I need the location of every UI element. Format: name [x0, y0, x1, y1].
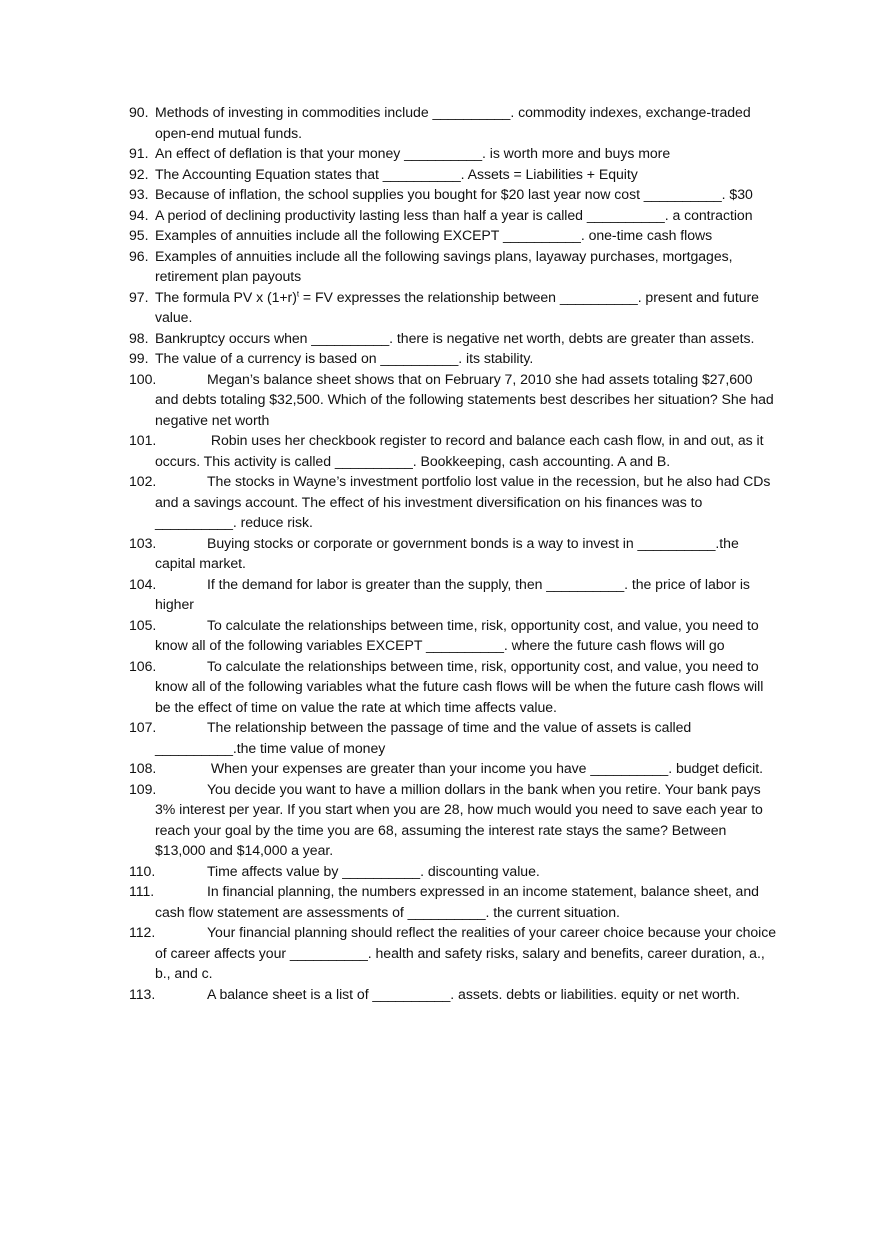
item-text: Megan’s balance sheet shows that on February 7, 2010 she had assets totaling $27,600 and debts totaling $32,500. Which of the following statements best describes her situation? She had negative net worth [155, 370, 774, 428]
item-text: In financial planning, the numbers expressed in an income statement, balance sheet, and cash flow statement are assessments of __________. the current situation. [155, 883, 759, 920]
item-text: Because of inflation, the school supplies you bought for $20 last year now cost __________. $30 [155, 186, 753, 202]
item-text: The relationship between the passage of time and the value of assets is called __________.the time value of money [155, 719, 692, 756]
list-item [129, 430, 779, 471]
item-text: Your financial planning should reflect the realities of your career choice because your choice of career affects your __________. health and safety risks, salary and benefits, career duration, a., b., and c. [155, 924, 777, 981]
list-item [129, 246, 779, 287]
item-text: The Accounting Equation states that __________. Assets = Liabilities + Equity [155, 165, 638, 182]
item-number: 110. [129, 862, 156, 879]
item-number: 113. [129, 985, 156, 1002]
item-number: 109. [129, 780, 157, 797]
item-text: To calculate the relationships between time, risk, opportunity cost, and value, you need to know all of the following variables EXCEPT __________. where the future cash flows will go [155, 616, 759, 653]
item-text: If the demand for labor is greater than the supply, then __________. the price of labor is higher [155, 575, 750, 612]
list-item [129, 758, 779, 779]
list-item [129, 184, 779, 205]
item-number: 111. [129, 883, 155, 899]
item-number: 95. [129, 227, 149, 243]
item-number: 101. [129, 432, 157, 448]
list-item [129, 574, 779, 615]
item-text: Robin uses her checkbook register to record and balance each cash flow, in and out, as it occurs. This activity is called __________. Bookkeeping, cash accounting. A and B. [155, 432, 764, 469]
item-number: 105. [129, 616, 157, 633]
list-item [129, 922, 779, 984]
list-item [129, 881, 779, 922]
item-number: 112. [129, 924, 156, 940]
item-number: 102. [129, 473, 157, 489]
list-item [129, 102, 779, 143]
item-number: 91. [129, 145, 149, 161]
item-text: You decide you want to have a million dollars in the bank when you retire. Your bank pays 3% interest per year. If you start when you are 28, how much would you need to save each year to reach your goal by the time you are 68, assuming the interest rate stays the same? Between $13,000 and $14,000 a year. [155, 780, 763, 858]
question-list [129, 102, 779, 1004]
list-item [129, 205, 779, 226]
superscript-t: t [296, 288, 300, 298]
item-number: 96. [129, 247, 149, 264]
list-item [129, 348, 779, 369]
list-item [129, 656, 779, 718]
item-text: Bankruptcy occurs when __________. there is negative net worth, debts are greater than assets. [155, 329, 755, 346]
item-text: An effect of deflation is that your money __________. is worth more and buys more [155, 145, 671, 161]
item-number: 90. [129, 104, 149, 120]
item-number: 98. [129, 329, 149, 346]
item-text: The stocks in Wayne’s investment portfolio lost value in the recession, but he also had CDs and a savings account. The effect of his investment diversification on his finances was to __________. reduce risk. [155, 473, 771, 530]
item-text: Time affects value by __________. discounting value. [207, 862, 540, 879]
list-item [129, 143, 779, 164]
item-number: 93. [129, 186, 149, 202]
item-text: Examples of annuities include all the following savings plans, layaway purchases, mortgages, retirement plan payouts [155, 247, 733, 284]
item-text-part-a: The formula PV x (1+r) [155, 288, 297, 305]
list-item [129, 533, 779, 574]
item-number: 100. [129, 370, 157, 387]
item-text: Examples of annuities include all the following EXCEPT __________. one-time cash flows [155, 227, 713, 243]
list-item [129, 471, 779, 533]
item-text: A period of declining productivity lasting less than half a year is called __________. a contraction [155, 206, 753, 223]
list-item [129, 779, 779, 861]
item-number: 103. [129, 534, 157, 551]
list-item [129, 717, 779, 758]
item-number: 97. [129, 288, 149, 305]
item-number: 106. [129, 657, 157, 674]
list-item [129, 369, 779, 431]
item-number: 92. [129, 165, 149, 182]
item-number: 99. [129, 350, 149, 366]
item-number: 104. [129, 575, 157, 592]
item-text: Methods of investing in commodities include __________. commodity indexes, exchange-traded open-end mutual funds. [155, 104, 751, 141]
list-item [129, 328, 779, 349]
list-item [129, 287, 779, 328]
item-number: 107. [129, 719, 157, 735]
list-item [129, 164, 779, 185]
item-text: When your expenses are greater than your income you have __________. budget deficit. [207, 760, 763, 776]
item-number: 108. [129, 760, 157, 776]
item-text-part-b: = FV expresses the relationship between __________. present and future value. [155, 288, 759, 325]
list-item [129, 861, 779, 882]
item-text: Buying stocks or corporate or government bonds is a way to invest in __________.the capital market. [155, 534, 739, 571]
list-item [129, 225, 779, 246]
list-item [129, 984, 779, 1005]
item-text: To calculate the relationships between time, risk, opportunity cost, and value, you need to know all of the following variables what the future cash flows will be when the future cash flows will be the effect of time on value the rate at which time affects value. [155, 657, 764, 715]
list-item [129, 615, 779, 656]
item-number: 94. [129, 206, 149, 223]
item-text: The value of a currency is based on __________. its stability. [155, 350, 534, 366]
item-text: A balance sheet is a list of __________. assets. debts or liabilities. equity or net worth. [207, 985, 740, 1002]
